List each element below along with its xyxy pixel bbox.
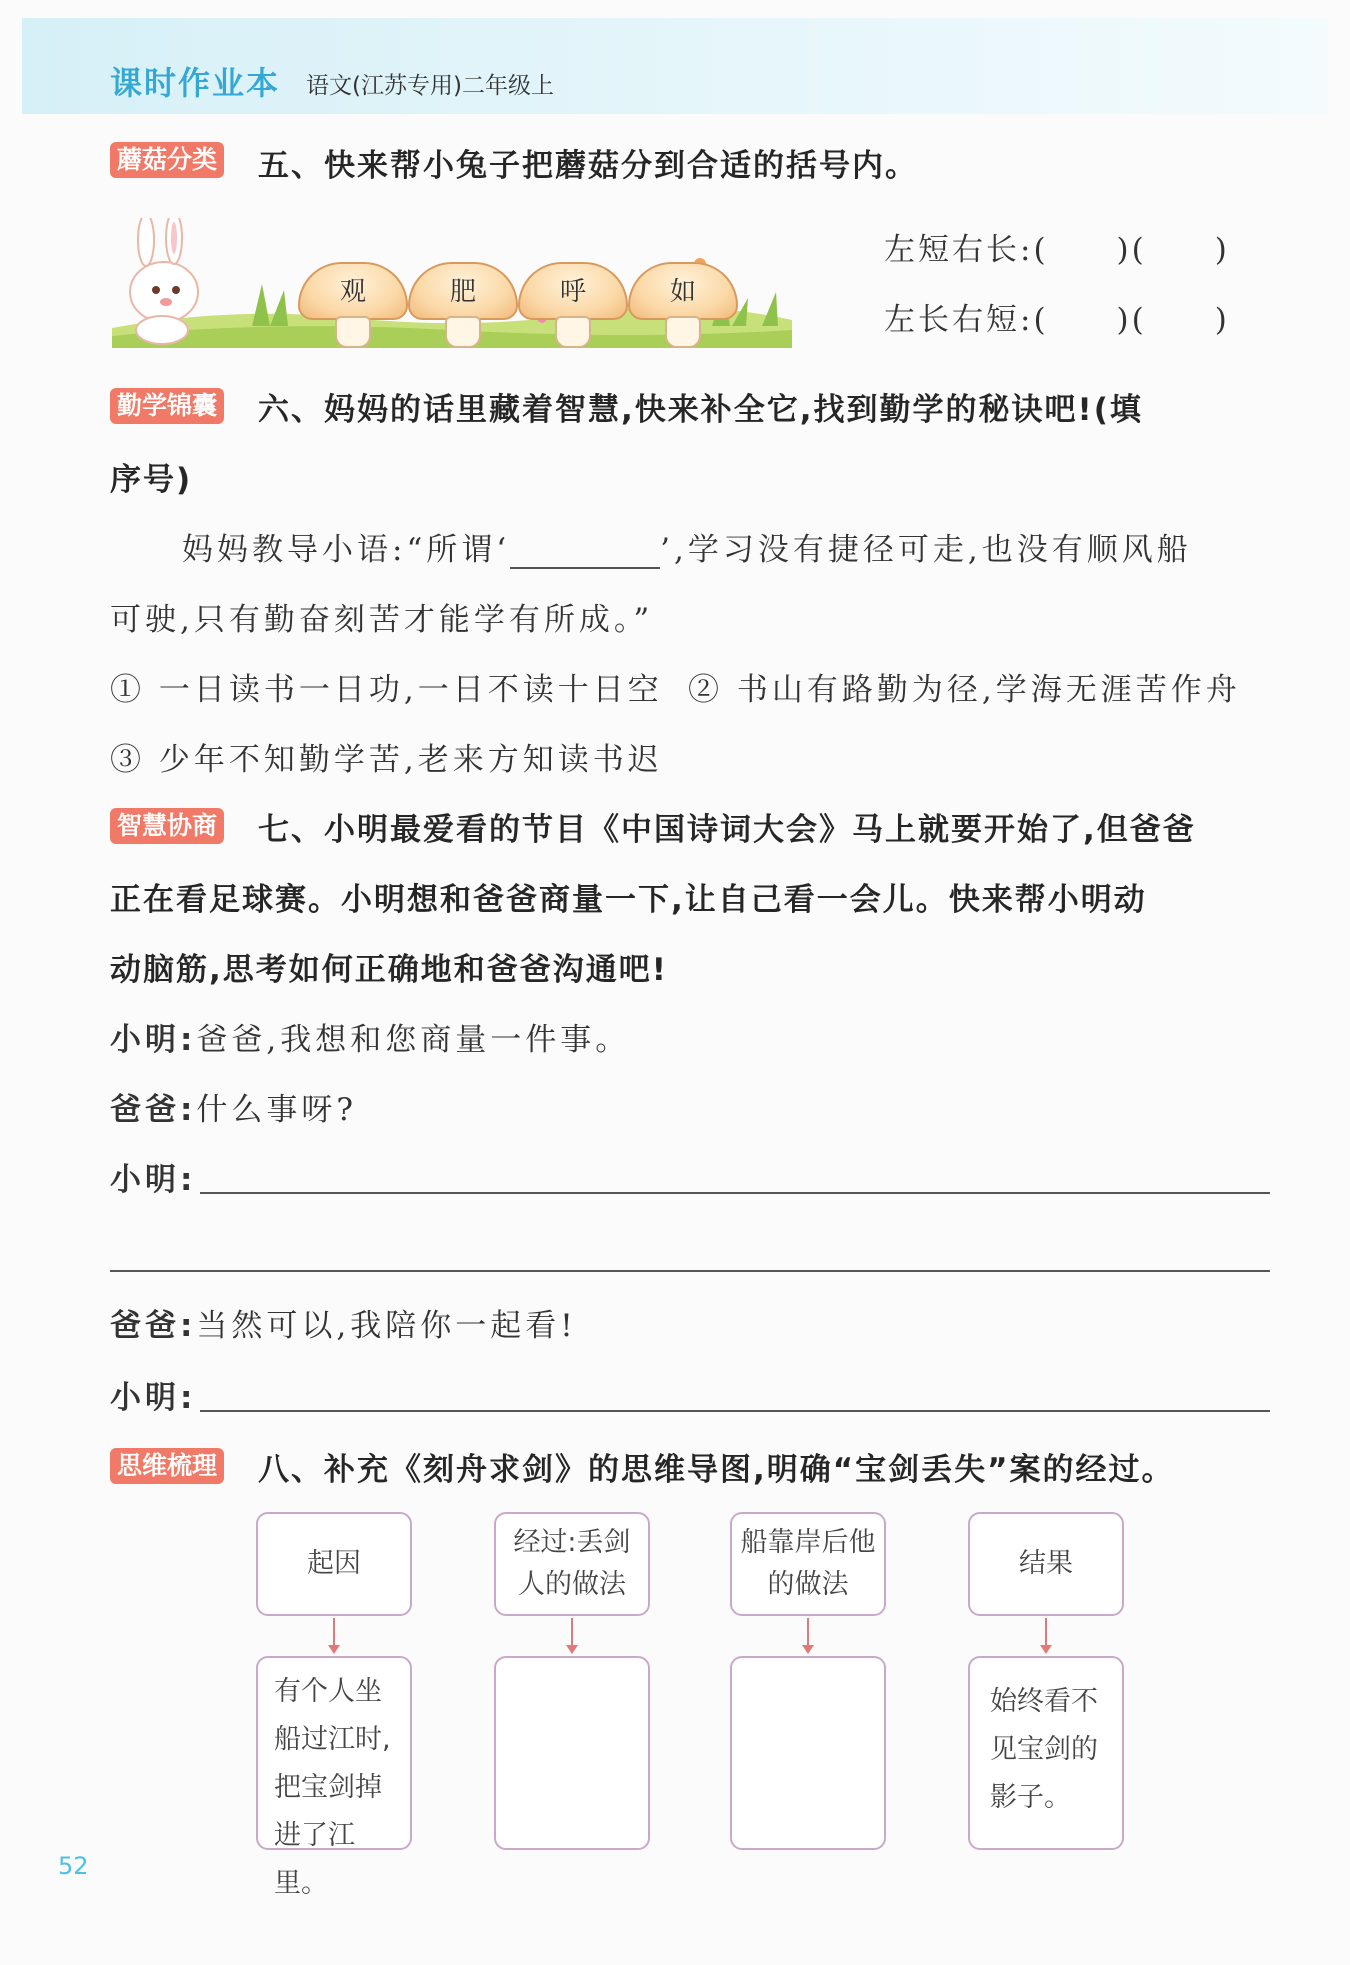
q6-option-2: ② 书山有路勤为径,学海无涯苦作舟 [688, 672, 1241, 708]
mindmap-after-landing-answer-box[interactable] [730, 1656, 886, 1850]
mindmap-cause-detail: 有个人坐船过江时,把宝剑掉进了江里。 [256, 1656, 412, 1850]
q5-tag: 蘑菇分类 [110, 142, 224, 178]
speaker-dad: 爸爸: [110, 1092, 197, 1128]
mushroom-stem [665, 316, 701, 348]
q5-prompt: 五、快来帮小兔子把蘑菇分到合适的括号内。 [258, 148, 918, 184]
q5-row-left-long[interactable]: 左长右短:( )( ) [884, 302, 1230, 338]
speaker-xiaoming: 小明: [110, 1022, 197, 1058]
q6-quote-end: ’,学习没有捷径可走,也没有顺风船 [660, 532, 1192, 568]
mushroom-card [518, 262, 628, 352]
q7-prompt-line3: 动脑筋,思考如何正确地和爸爸沟通吧! [110, 952, 668, 988]
mindmap-cause-box: 起因 [256, 1512, 412, 1616]
mindmap-process-answer-box[interactable] [494, 1656, 650, 1850]
mushroom-stem [445, 316, 481, 348]
speaker-xiaoming: 小明: [110, 1162, 197, 1198]
answer-line-xiaoming-1[interactable] [200, 1192, 1270, 1194]
mindmap-after-landing-box: 船靠岸后他的做法 [730, 1512, 886, 1616]
q6-tag: 勤学锦囊 [110, 388, 224, 424]
q8-tag: 思维梳理 [110, 1448, 224, 1484]
mushroom-char: 观 [298, 262, 408, 320]
answer-line-xiaoming-2[interactable] [200, 1410, 1270, 1412]
dialogue-text: 什么事呀? [196, 1092, 358, 1128]
speaker-dad: 爸爸: [110, 1308, 197, 1344]
q8-prompt: 八、补充《刻舟求剑》的思维导图,明确“宝剑丢失”案的经过。 [258, 1452, 1175, 1488]
mushroom-char: 肥 [408, 262, 518, 320]
q7-prompt-line2: 正在看足球赛。小明想和爸爸商量一下,让自己看一会儿。快来帮小明动 [110, 882, 1147, 918]
q7-prompt-line1: 七、小明最爱看的节目《中国诗词大会》马上就要开始了,但爸爸 [258, 812, 1196, 848]
book-subtitle: 语文(江苏专用)二年级上 [306, 73, 554, 99]
mindmap-result-box: 结果 [968, 1512, 1124, 1616]
arrow-down [1045, 1618, 1047, 1652]
mushroom-stem [555, 316, 591, 348]
dialogue-text: 当然可以,我陪你一起看! [196, 1308, 577, 1344]
book-title: 课时作业本 [110, 64, 281, 102]
mushroom-stem [335, 316, 371, 348]
mushroom-card [298, 262, 408, 352]
page-number: 52 [58, 1852, 89, 1880]
q5-row-left-short[interactable]: 左短右长:( )( ) [884, 232, 1230, 268]
dialogue-line-2 [110, 1084, 357, 1129]
arrow-down [333, 1618, 335, 1652]
q6-prompt-line1: 六、妈妈的话里藏着智慧,快来补全它,找到勤学的秘诀吧!(填 [258, 392, 1143, 428]
q7-tag: 智慧协商 [110, 808, 224, 844]
mindmap-process-box: 经过:丢剑人的做法 [494, 1512, 650, 1616]
mushroom-card [408, 262, 518, 352]
dialogue-line-3 [110, 1154, 196, 1199]
mushroom-char: 如 [628, 262, 738, 320]
q6-option-1: ① 一日读书一日功,一日不读十日空 [110, 672, 663, 708]
dialogue-line-4 [110, 1300, 577, 1345]
q6-prompt-line2: 序号) [110, 462, 193, 498]
q6-answer-blank[interactable] [510, 535, 660, 569]
dialogue-text: 爸爸,我想和您商量一件事。 [196, 1022, 631, 1058]
q6-quote-line1 [182, 524, 1192, 569]
mindmap-result-detail: 始终看不见宝剑的影子。 [968, 1656, 1124, 1850]
q6-option-3: ③ 少年不知勤学苦,老来方知读书迟 [110, 742, 663, 778]
mushroom-card [628, 262, 738, 352]
arrow-down [571, 1618, 573, 1652]
q6-quote-line2: 可驶,只有勤奋刻苦才能学有所成。” [110, 602, 654, 638]
speaker-xiaoming: 小明: [110, 1380, 197, 1416]
arrow-down [807, 1618, 809, 1652]
dialogue-line-1 [110, 1014, 630, 1059]
q6-quote-start: 妈妈教导小语:“所谓‘ [182, 532, 511, 568]
dialogue-line-5 [110, 1372, 196, 1417]
mushroom-char: 呼 [518, 262, 628, 320]
answer-line-xiaoming-1b[interactable] [110, 1270, 1270, 1272]
